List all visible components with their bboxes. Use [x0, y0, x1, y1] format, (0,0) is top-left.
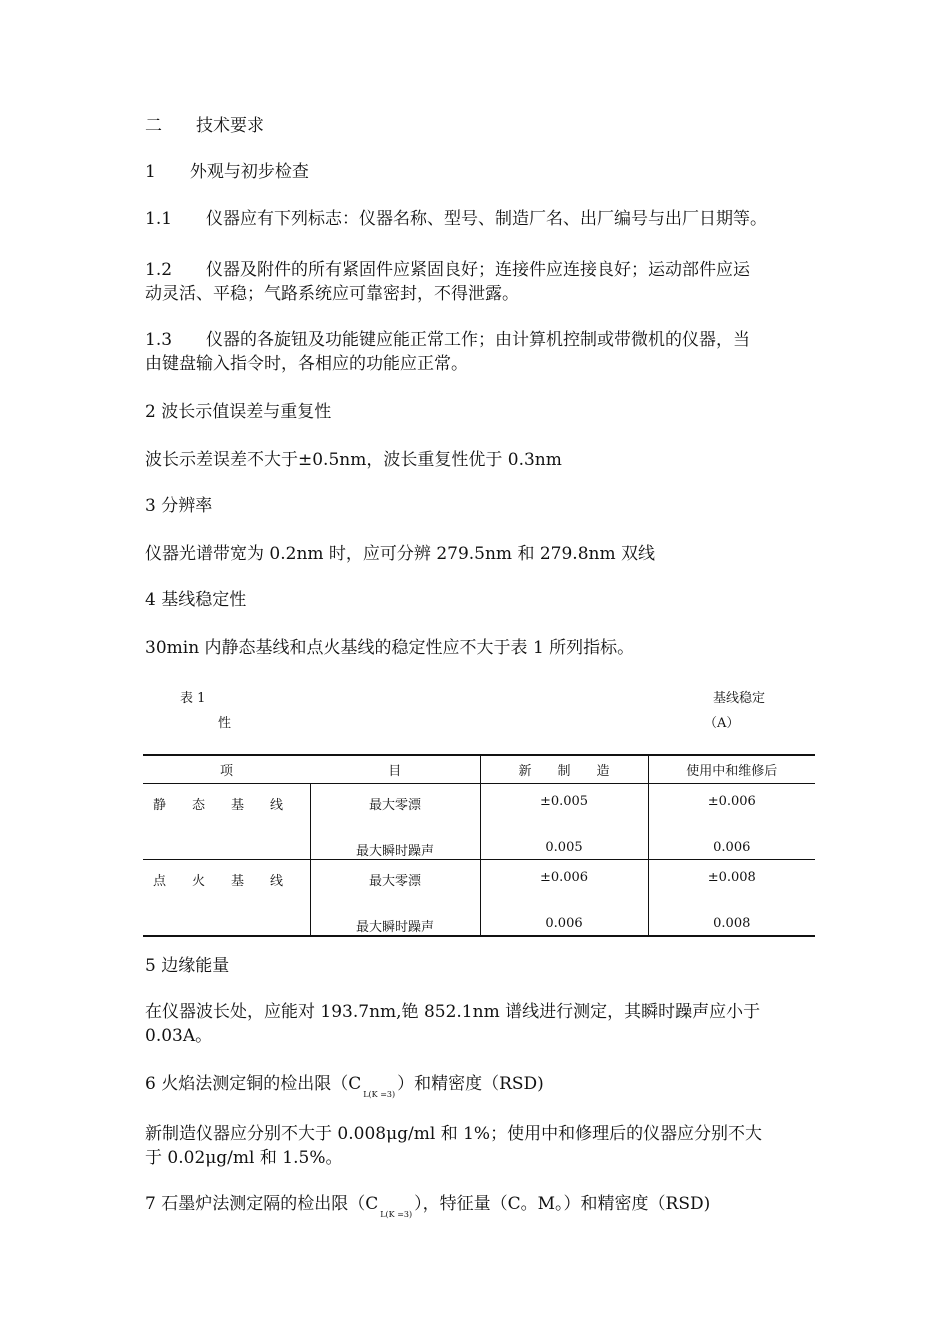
baseline-stability-table — [143, 754, 815, 937]
section-6-title — [145, 1072, 544, 1107]
section-2-body: 波长示差误差不大于±0.5nm，波长重复性优于 0.3nm — [145, 450, 562, 470]
table-header-row — [143, 755, 815, 784]
item-used-value: 0.008 — [648, 916, 815, 936]
section-4-body: 30min 内静态基线和点火基线的稳定性应不大于表 1 所列指标。 — [145, 638, 635, 658]
table-row — [143, 860, 815, 917]
header-item-sub: 目 — [310, 755, 480, 784]
header-new: 新 制 造 — [480, 755, 648, 784]
section-6-line1: 新制造仪器应分别不大于 0.008μg/ml 和 1%；使用中和修理后的仪器应分别不大 — [145, 1124, 763, 1144]
section-4-title: 4 基线稳定性 — [145, 590, 247, 610]
section-3-title: 3 分辨率 — [145, 496, 213, 516]
header-used: 使用中和维修后 — [648, 755, 815, 784]
group-static-baseline: 静 态 基 线 — [143, 784, 310, 860]
section-3-body: 仪器光谱带宽为 0.2nm 时，应可分辨 279.5nm 和 279.8nm 双线 — [145, 544, 655, 564]
section-2-title: 2 波长示值误差与重复性 — [145, 402, 332, 422]
section-7-title-start: 7 石墨炉法测定隔的检出限（C — [145, 1194, 379, 1214]
item-name: 最大瞬时躁声 — [310, 916, 480, 936]
heading-technical-requirements: 二 技术要求 — [145, 116, 264, 136]
section-7-subscript: L(K =3) — [380, 1210, 413, 1219]
clause-1-3-line2: 由键盘输入指令时，各相应的功能应正常。 — [145, 354, 468, 374]
clause-1-2-line2: 动灵活、平稳；气路系统应可靠密封，不得泄露。 — [145, 284, 519, 304]
section-1-title: 1 外观与初步检查 — [145, 162, 309, 182]
item-name: 最大零漂 — [310, 784, 480, 841]
table-caption-title-cont: 性 — [218, 716, 232, 731]
section-7-title-end: ），特征量（C。M。）和精密度（RSD) — [414, 1194, 711, 1214]
section-6-subscript: L(K =3) — [363, 1090, 396, 1099]
section-5-title: 5 边缘能量 — [145, 956, 230, 976]
item-new-value: 0.006 — [480, 916, 648, 936]
section-7-title — [145, 1192, 710, 1227]
item-used-value: ±0.008 — [648, 860, 815, 917]
section-5-line1: 在仪器波长处，应能对 193.7nm,铯 852.1nm 谱线进行测定，其瞬时躁声应小于 — [145, 1002, 761, 1022]
table-row — [143, 784, 815, 841]
section-6-line2: 于 0.02μg/ml 和 1.5%。 — [145, 1148, 343, 1168]
section-5-line2: 0.03A。 — [145, 1026, 213, 1046]
section-6-title-start: 6 火焰法测定铜的检出限（C — [145, 1074, 362, 1094]
group-ignition-baseline: 点 火 基 线 — [143, 860, 310, 937]
table-caption-number: 表 1 — [180, 691, 206, 706]
clause-1-3-line1: 1.3 仪器的各旋钮及功能键应能正常工作；由计算机控制或带微机的仪器，当 — [145, 330, 751, 350]
section-6-title-end: ）和精密度（RSD) — [397, 1074, 544, 1094]
item-new-value: 0.005 — [480, 840, 648, 860]
item-used-value: 0.006 — [648, 840, 815, 860]
clause-1-1: 1.1 仪器应有下列标志：仪器名称、型号、制造厂名、出厂编号与出厂日期等。 — [145, 209, 768, 229]
item-new-value: ±0.006 — [480, 860, 648, 917]
table-caption-title: 基线稳定 — [713, 691, 766, 706]
table-caption-unit: （A） — [704, 716, 740, 731]
item-used-value: ±0.006 — [648, 784, 815, 841]
item-name: 最大零漂 — [310, 860, 480, 917]
clause-1-2-line1: 1.2 仪器及附件的所有紧固件应紧固良好；连接件应连接良好；运动部件应运 — [145, 260, 751, 280]
item-new-value: ±0.005 — [480, 784, 648, 841]
header-item: 项 — [143, 755, 310, 784]
item-name: 最大瞬时躁声 — [310, 840, 480, 860]
